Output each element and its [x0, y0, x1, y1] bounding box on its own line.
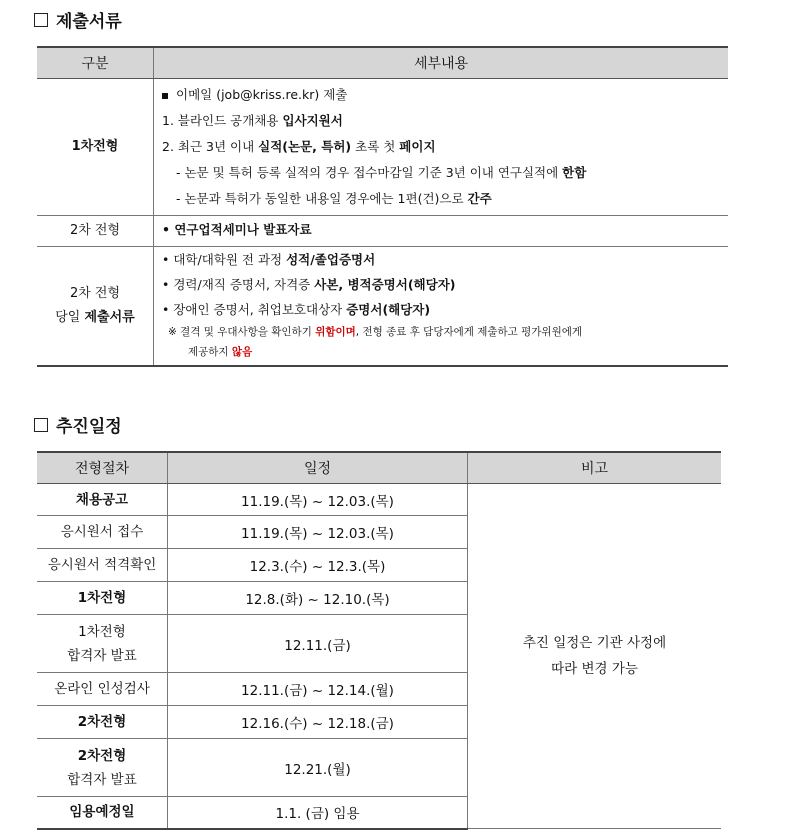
section-title-schedule — [34, 412, 122, 437]
step-cell: 2차전형 합격자 발표 — [37, 739, 168, 797]
header-date: 일정 — [168, 452, 468, 484]
step-cell: 1차전형 합격자 발표 — [37, 615, 168, 673]
header-detail: 세부내용 — [154, 47, 729, 79]
date-cell: 1.1. (금) 임용 — [168, 797, 468, 829]
table-row — [37, 247, 728, 367]
list-item: - 논문과 특허가 동일한 내용일 경우에는 1편(건)으로 간주 — [176, 191, 492, 206]
category-cell: 2차 전형 당일 제출서류 — [37, 247, 154, 367]
date-cell: 12.11.(금) ~ 12.14.(월) — [168, 673, 468, 706]
table-header-row — [37, 452, 721, 484]
table-header-row — [37, 47, 728, 79]
square-bullet-icon — [162, 93, 168, 99]
date-cell: 12.3.(수) ~ 12.3.(목) — [168, 549, 468, 582]
section-title-text: 제출서류 — [56, 12, 122, 32]
date-cell: 11.19.(목) ~ 12.03.(목) — [168, 516, 468, 549]
date-cell: 12.21.(월) — [168, 739, 468, 797]
section-title-text: 추진일정 — [56, 417, 122, 437]
list-item: • 대학/대학원 전 과정 성적/졸업증명서 — [162, 252, 376, 267]
table-row — [37, 79, 728, 216]
documents-table — [37, 46, 728, 367]
category-cell: 1차전형 — [37, 79, 154, 216]
list-item: - 논문 및 특허 등록 실적의 경우 접수마감일 기준 3년 이내 연구실적에 한함 — [176, 165, 587, 180]
date-cell: 12.8.(화) ~ 12.10.(목) — [168, 582, 468, 615]
section-title-documents — [34, 7, 122, 32]
header-category: 구분 — [37, 47, 154, 79]
schedule-table — [37, 451, 721, 830]
step-cell: 응시원서 접수 — [37, 516, 168, 549]
remark-cell: 추진 일정은 기관 사정에 따라 변경 가능 — [468, 484, 722, 829]
detail-cell: • 연구업적세미나 발표자료 — [154, 216, 729, 247]
step-cell: 임용예정일 — [37, 797, 168, 829]
header-remark: 비고 — [468, 452, 722, 484]
step-cell: 응시원서 적격확인 — [37, 549, 168, 582]
date-cell: 11.19.(목) ~ 12.03.(목) — [168, 484, 468, 516]
step-cell: 채용공고 — [37, 484, 168, 516]
list-item: • 장애인 증명서, 취업보호대상자 증명서(해당자) — [162, 302, 431, 317]
step-cell: 1차전형 — [37, 582, 168, 615]
table-row — [37, 216, 728, 247]
list-item: 1. 블라인드 공개채용 입사지원서 — [162, 113, 343, 128]
header-step: 전형절차 — [37, 452, 168, 484]
table-row — [37, 484, 721, 516]
step-cell: 온라인 인성검사 — [37, 673, 168, 706]
detail-cell — [154, 79, 729, 216]
date-cell: 12.16.(수) ~ 12.18.(금) — [168, 706, 468, 739]
detail-cell — [154, 247, 729, 367]
checkbox-square-icon — [34, 13, 48, 27]
checkbox-square-icon — [34, 418, 48, 432]
list-item: • 경력/재직 증명서, 자격증 사본, 병적증명서(해당자) — [162, 277, 456, 292]
list-item: 2. 최근 3년 이내 실적(논문, 특허) 초록 첫 페이지 — [162, 139, 436, 154]
date-cell: 12.11.(금) — [168, 615, 468, 673]
category-cell: 2차 전형 — [37, 216, 154, 247]
note-text: ※ 결격 및 우대사항을 확인하기 위함이며, 전형 종료 후 담당자에게 제출하고 평가위원에게 제공하지 않음 — [168, 326, 583, 358]
step-cell: 2차전형 — [37, 706, 168, 739]
list-item: 이메일 (job@kriss.re.kr) 제출 — [162, 82, 720, 108]
